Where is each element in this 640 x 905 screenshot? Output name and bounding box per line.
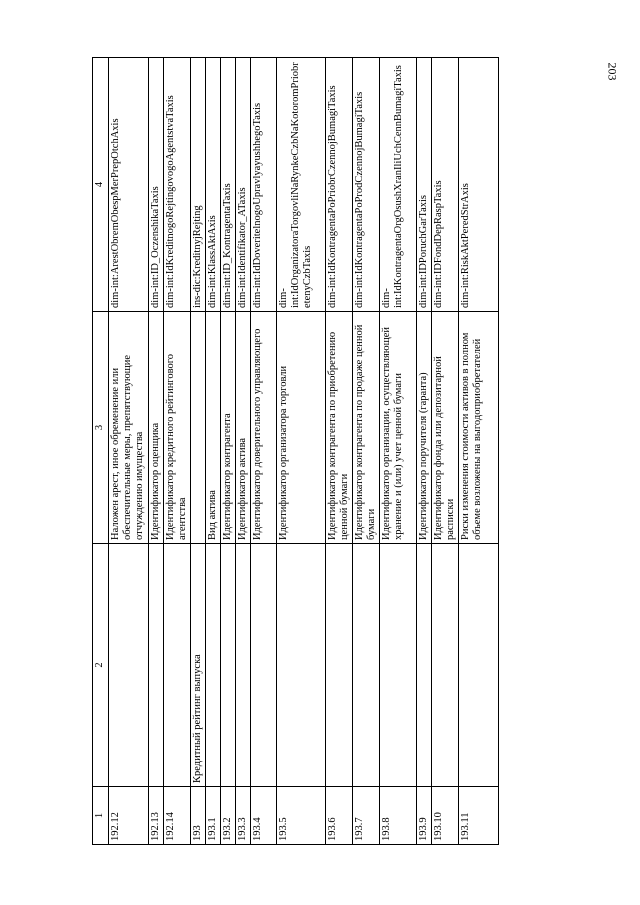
indicator-name-cell: [459, 544, 499, 787]
rotated-table-frame: [92, 58, 572, 845]
table-row: [277, 58, 326, 845]
dimension-name-cell: Вид актива: [206, 312, 221, 544]
dimension-code-cell: dim-int:IdKontragentaOrgOsushXranIliUchCennBumagiTaxis: [380, 58, 417, 312]
dimension-code-cell: dim-int:ID_OczenshikaTaxis: [149, 58, 164, 312]
table-row: [221, 58, 236, 845]
row-number-cell: 192.14: [164, 787, 191, 845]
table-row: [109, 58, 149, 845]
table-row: [149, 58, 164, 845]
dimension-code-cell: dim-int:IdDoveritelnogoUpravlyayushhegoTaxis: [251, 58, 277, 312]
dimension-code-cell: dim-int:IdOrganizatoraTorgovliNaRynkeCzbNaKotoromPriobretenyCzbTaxis: [277, 58, 326, 312]
dimension-code-cell: dim-int:IdKreditnogoRejtingovogoAgentstvaTaxis: [164, 58, 191, 312]
row-number-cell: 193.10: [432, 787, 459, 845]
dimension-name-cell: [191, 312, 206, 544]
row-number-cell: 192.13: [149, 787, 164, 845]
dimension-code-cell: dim-int:ID_KontragentaTaxis: [221, 58, 236, 312]
dimension-code-cell: dim-int:ArestObremObespMerPrepOtchAxis: [109, 58, 149, 312]
indicator-name-cell: [277, 544, 326, 787]
table-row: [417, 58, 432, 845]
indicator-name-cell: Кредитный рейтинг выпуска: [191, 544, 206, 787]
data-table: [92, 57, 499, 845]
indicator-name-cell: [380, 544, 417, 787]
table-row: [353, 58, 380, 845]
dimension-name-cell: Идентификатор доверительного управляющего: [251, 312, 277, 544]
dimension-code-cell: dim-int:KlassAktAxis: [206, 58, 221, 312]
dimension-code-cell: dim-int:IdKontragentaPoPriobrCzennojBumagiTaxis: [326, 58, 353, 312]
row-number-cell: 193.8: [380, 787, 417, 845]
indicator-name-cell: [206, 544, 221, 787]
indicator-name-cell: [432, 544, 459, 787]
indicator-name-cell: [164, 544, 191, 787]
row-number-cell: 192.12: [109, 787, 149, 845]
indicator-name-cell: [236, 544, 251, 787]
table-row: [206, 58, 221, 845]
dimension-name-cell: Идентификатор контрагента: [221, 312, 236, 544]
dimension-code-cell: dim-int:Identifikator_ATaxis: [236, 58, 251, 312]
row-number-cell: 193.6: [326, 787, 353, 845]
column-header-4: 4: [93, 58, 109, 312]
dimension-name-cell: Идентификатор фонда или депозитарной расписки: [432, 312, 459, 544]
dimension-name-cell: Идентификатор организатора торговли: [277, 312, 326, 544]
row-number-cell: 193.1: [206, 787, 221, 845]
column-header-2: 2: [93, 544, 109, 787]
dimension-name-cell: Идентификатор кредитного рейтингового агентства: [164, 312, 191, 544]
row-number-cell: 193: [191, 787, 206, 845]
row-number-cell: 193.2: [221, 787, 236, 845]
dimension-code-cell: dim-int:IDPoruchGarTaxis: [417, 58, 432, 312]
column-header-3: 3: [93, 312, 109, 544]
indicator-name-cell: [353, 544, 380, 787]
dimension-name-cell: Наложен арест, иное обременение или обеспечительные меры, препятствующие отчуждению имущества: [109, 312, 149, 544]
row-number-cell: 193.7: [353, 787, 380, 845]
table-row: [191, 58, 206, 845]
dimension-code-cell: ins-dic:KreditnyjRejting: [191, 58, 206, 312]
dimension-name-cell: Идентификатор контрагента по продаже ценной бумаги: [353, 312, 380, 544]
indicator-name-cell: [149, 544, 164, 787]
dimension-name-cell: Идентификатор организации, осуществляющей хранение и (или) учет ценной бумаги: [380, 312, 417, 544]
row-number-cell: 193.4: [251, 787, 277, 845]
indicator-name-cell: [326, 544, 353, 787]
indicator-name-cell: [251, 544, 277, 787]
dimension-code-cell: dim-int:IdKontragentaPoProdCzennojBumagiTaxis: [353, 58, 380, 312]
table-row: [164, 58, 191, 845]
row-number-cell: 193.9: [417, 787, 432, 845]
indicator-name-cell: [417, 544, 432, 787]
row-number-cell: 193.11: [459, 787, 499, 845]
table-row: [432, 58, 459, 845]
row-number-cell: 193.5: [277, 787, 326, 845]
dimension-code-cell: dim-int:IDFondDepRaspTaxis: [432, 58, 459, 312]
dimension-name-cell: Идентификатор оценщика: [149, 312, 164, 544]
column-header-1: 1: [93, 787, 109, 845]
table-row: [236, 58, 251, 845]
indicator-name-cell: [221, 544, 236, 787]
table-row: [459, 58, 499, 845]
table-row: [326, 58, 353, 845]
dimension-name-cell: Идентификатор поручителя (гаранта): [417, 312, 432, 544]
dimension-name-cell: Риски изменения стоимости активов в полном объеме возложены на выгодоприобретателей: [459, 312, 499, 544]
dimension-code-cell: dim-int:RiskAktPeredStrAxis: [459, 58, 499, 312]
table-row: [380, 58, 417, 845]
dimension-name-cell: Идентификатор контрагента по приобретению ценной бумаги: [326, 312, 353, 544]
row-number-cell: 193.3: [236, 787, 251, 845]
page-number: 203: [605, 62, 620, 81]
indicator-name-cell: [109, 544, 149, 787]
table-header-row: [93, 58, 109, 845]
table-row: [251, 58, 277, 845]
table-container: [92, 58, 572, 845]
dimension-name-cell: Идентификатор актива: [236, 312, 251, 544]
